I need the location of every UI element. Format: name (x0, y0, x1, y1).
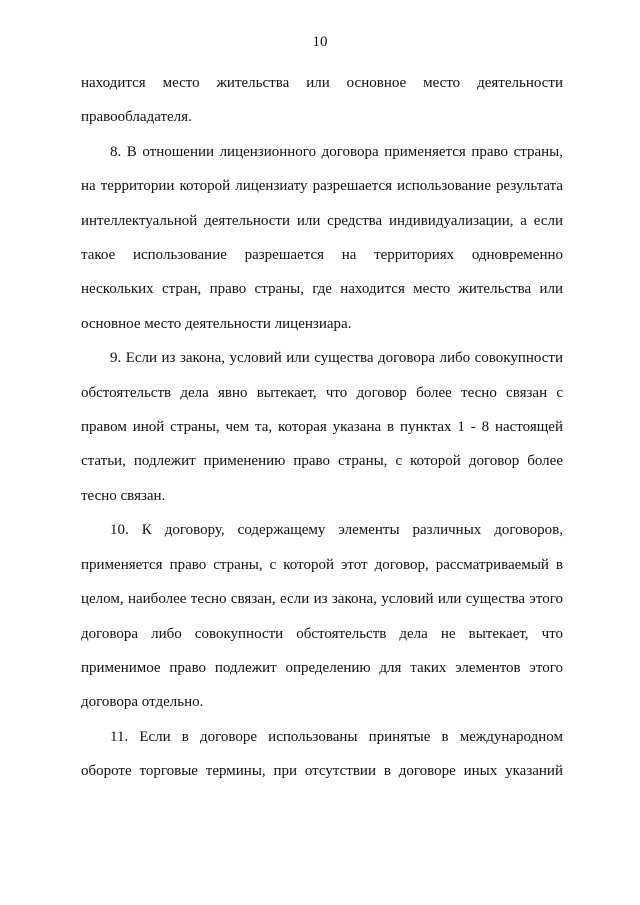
paragraph-clause-10: 10. К договору, содержащему элементы различных договоров, применяется право страны, с которой этот договор, рассматриваемый в целом, наиболее тесно связан, если из закона, условий или существа этого договора либо совокупности обстоятельств дела не вытекает, что применимое право подлежит определению для таких элементов этого договора отдельно. (81, 522, 563, 711)
document-body (81, 66, 563, 789)
paragraph-clause-11: 11. Если в договоре использованы принятые в международном обороте торговые термины, при отсутствии в договоре иных указаний (81, 728, 563, 780)
paragraph-continuation: находится место жительства или основное место деятельности правообладателя. (81, 75, 563, 126)
page-number: 10 (312, 34, 328, 50)
paragraph-clause-8: 8. В отношении лицензионного договора применяется право страны, на территории которой лицензиату разрешается использование результата интеллектуальной деятельности или средства индивидуализации, а если такое использование разрешается на территориях одновременно нескольких стран, право страны, где находится место жительства или основное место деятельности лицензиара. (81, 143, 563, 332)
paragraph-clause-9: 9. Если из закона, условий или существа договора либо совокупности обстоятельств дела явно вытекает, что договор более тесно связан с правом иной страны, чем та, которая указана в пунктах 1 - 8 настоящей статьи, подлежит применению право страны, с которой договор более тесно связан. (81, 350, 563, 504)
